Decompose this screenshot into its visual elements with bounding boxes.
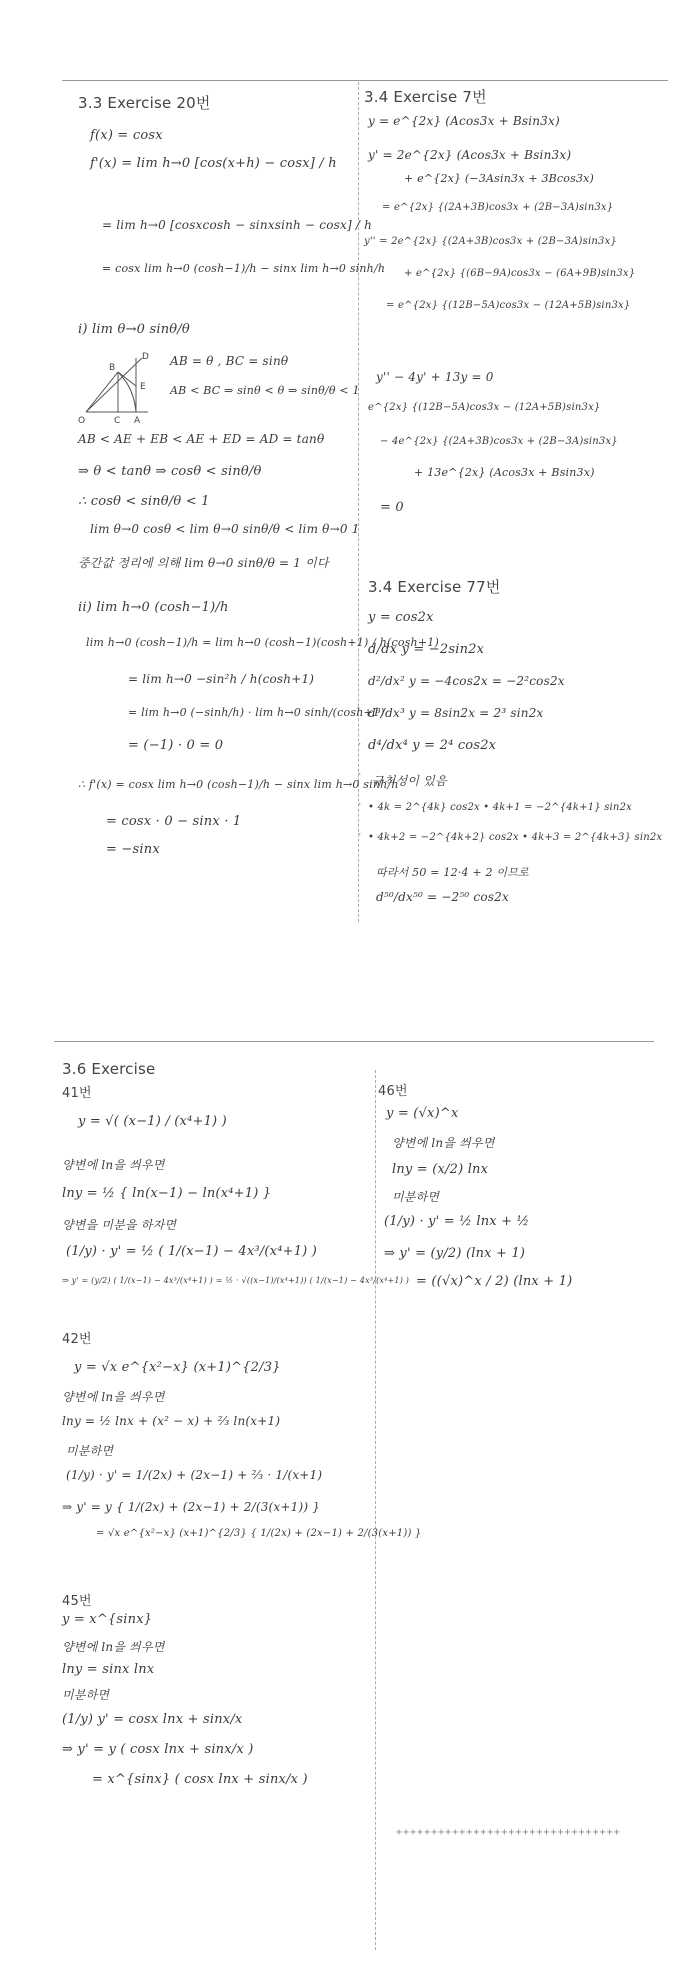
math-line: d/dx y = −2sin2x (368, 642, 485, 657)
math-line: = cosx lim h→0 (cosh−1)/h − sinx lim h→0 sinh/h (102, 262, 386, 275)
math-line: + 13e^{2x} (Acos3x + Bsin3x) (414, 466, 595, 479)
math-line: y = e^{2x} (Acos3x + Bsin3x) (368, 114, 560, 128)
math-line: = e^{2x} {(2A+3B)cos3x + (2B−3A)sin3x} (382, 202, 614, 213)
math-line: ⇒ y' = y ( cosx lnx + sinx/x ) (62, 1742, 254, 1757)
figure-label: D (142, 352, 149, 362)
math-line: 미분하면 (392, 1190, 440, 1204)
math-line: lim h→0 (cosh−1)/h = lim h→0 (cosh−1)(cosh+1) / h(cosh+1) (86, 636, 439, 649)
exercise-3-6-46 (378, 1080, 668, 1310)
math-line: ⇒ y' = (y/2) ( 1/(x−1) − 4x³/(x⁴+1) ) = ½ · √((x−1)/(x⁴+1)) ( 1/(x−1) − 4x³/(x⁴+1) ) (62, 1276, 410, 1285)
section-title: 3.4 Exercise 7번 (364, 88, 487, 106)
math-line: f'(x) = lim h→0 [cos(x+h) − cosx] / h (90, 156, 337, 171)
math-line: d³/dx³ y = 8sin2x = 2³ sin2x (368, 706, 544, 720)
math-line: y = cos2x (368, 610, 434, 625)
math-line: lny = ½ { ln(x−1) − ln(x⁴+1) } (62, 1186, 272, 1201)
math-line: d⁵⁰/dx⁵⁰ = −2⁵⁰ cos2x (376, 890, 509, 904)
top-rule (54, 1041, 654, 1042)
math-line: y' = 2e^{2x} (Acos3x + Bsin3x) (368, 148, 572, 162)
math-line: i) lim θ→0 sinθ/θ (78, 322, 190, 337)
problem-heading: 45번 (62, 1594, 92, 1609)
math-line: = lim h→0 −sin²h / h(cosh+1) (128, 672, 315, 686)
math-line: lny = (x/2) lnx (392, 1162, 489, 1177)
math-line: ⇒ y' = y { 1/(2x) + (2x−1) + 2/(3(x+1)) } (62, 1500, 321, 1514)
math-line: = ((√x)^x / 2) (lnx + 1) (416, 1274, 573, 1289)
math-line: lny = ½ lnx + (x² − x) + ⅔ ln(x+1) (62, 1414, 281, 1428)
exercise-3-4-7 (364, 86, 669, 515)
math-line: y = (√x)^x (386, 1106, 459, 1121)
math-line: f(x) = cosx (90, 128, 163, 143)
math-line: ∴ f'(x) = cosx lim h→0 (cosh−1)/h − sinx lim h→0 sinh/h (78, 778, 399, 791)
math-line: lim θ→0 cosθ < lim θ→0 sinθ/θ < lim θ→0 1 (90, 522, 360, 536)
math-line: = lim h→0 [cosxcosh − sinxsinh − cosx] / h (102, 218, 373, 232)
math-line: = e^{2x} {(12B−5A)cos3x − (12A+5B)sin3x} (386, 300, 631, 311)
figure-label: O (78, 416, 86, 425)
math-line: • 4k+2 = −2^{4k+2} cos2x • 4k+3 = 2^{4k+3} sin2x (368, 832, 663, 843)
math-line: (1/y) · y' = ½ ( 1/(x−1) − 4x³/(x⁴+1) ) (66, 1244, 318, 1259)
math-line: e^{2x} {(12B−5A)cos3x − (12A+5B)sin3x} (368, 402, 601, 413)
column-divider (375, 1070, 376, 1950)
math-line: = x^{sinx} ( cosx lnx + sinx/x ) (92, 1772, 308, 1787)
notes-page-2 (0, 1040, 700, 1970)
math-line: 규칙성이 있음 (372, 774, 447, 788)
math-line: d²/dx² y = −4cos2x = −2²cos2x (368, 674, 565, 688)
math-line: + e^{2x} (−3Asin3x + 3Bcos3x) (404, 172, 595, 185)
math-line: ⇒ θ < tanθ ⇒ cosθ < sinθ/θ (78, 464, 262, 479)
margin-mark: · (357, 800, 363, 810)
figure-label: C (114, 416, 121, 425)
problem-heading: 41번 (62, 1086, 92, 1101)
math-line: = lim h→0 (−sinh/h) · lim h→0 sinh/(cosh+1) (128, 706, 385, 719)
math-line: lny = sinx lnx (62, 1662, 155, 1677)
figure-label: A (134, 416, 141, 425)
math-line: y = x^{sinx} (62, 1612, 153, 1627)
problem-heading: 46번 (378, 1084, 408, 1099)
unit-circle-figure (78, 350, 158, 425)
math-line: + e^{2x} {(6B−9A)cos3x − (6A+9B)sin3x} (404, 268, 636, 279)
section-title: 3.3 Exercise 20번 (78, 94, 211, 112)
math-line: 중간값 정리에 의해 lim θ→0 sinθ/θ = 1 이다 (78, 556, 329, 570)
math-line: = √x e^{x²−x} (x+1)^{2/3} { 1/(2x) + (2x−1) + 2/(3(x+1)) } (96, 1528, 422, 1539)
math-line: (1/y) y' = cosx lnx + sinx/x (62, 1712, 243, 1727)
math-line: 양변에 ln을 씌우면 (62, 1390, 165, 1404)
math-line: − 4e^{2x} {(2A+3B)cos3x + (2B−3A)sin3x} (380, 436, 618, 447)
math-line: (1/y) · y' = 1/(2x) + (2x−1) + ⅔ · 1/(x+1) (66, 1468, 323, 1482)
figure-label: B (109, 363, 116, 373)
math-line: ii) lim h→0 (cosh−1)/h (78, 600, 229, 615)
math-line: 양변에 ln을 씌우면 (62, 1640, 165, 1654)
math-line: y'' = 2e^{2x} {(2A+3B)cos3x + (2B−3A)sin3x} (364, 236, 617, 247)
math-line: AB = θ , BC = sinθ (170, 354, 289, 368)
problem-heading: 42번 (62, 1332, 92, 1347)
math-line: 양변에 ln을 씌우면 (392, 1136, 495, 1150)
figure-label: E (140, 382, 146, 392)
margin-mark: · (357, 740, 363, 750)
math-line: ∴ cosθ < sinθ/θ < 1 (78, 494, 210, 509)
math-line: = −sinx (106, 842, 160, 857)
math-line: 미분하면 (66, 1444, 114, 1458)
math-line: AB < AE + EB < AE + ED = AD = tanθ (78, 432, 325, 446)
notes-page-1 (0, 0, 700, 960)
math-line: y'' − 4y' + 13y = 0 (376, 370, 494, 384)
math-line: 미분하면 (62, 1688, 110, 1702)
math-line: 양변에 ln을 씌우면 (62, 1158, 165, 1172)
math-line: 따라서 50 = 12·4 + 2 이므로 (376, 866, 529, 879)
exercise-3-4-77 (368, 576, 668, 916)
math-line: 양변을 미분을 하자면 (62, 1218, 177, 1232)
math-line: (1/y) · y' = ½ lnx + ½ (384, 1214, 530, 1229)
margin-mark: · (357, 830, 363, 840)
tick-marks-row: ++++++++++++++++++++++++++++++++ (396, 1827, 621, 1838)
math-line: y = √( (x−1) / (x⁴+1) ) (78, 1114, 227, 1129)
column-divider (358, 82, 359, 922)
math-line: = cosx · 0 − sinx · 1 (106, 814, 242, 829)
section-title: 3.4 Exercise 77번 (368, 578, 501, 596)
math-line: d⁴/dx⁴ y = 2⁴ cos2x (368, 738, 497, 753)
math-line: AB < BC ⇒ sinθ < θ ⇒ sinθ/θ < 1 (170, 384, 360, 397)
top-rule (62, 80, 668, 81)
margin-mark: · (357, 770, 363, 780)
math-line: ⇒ y' = (y/2) (lnx + 1) (384, 1246, 526, 1261)
section-title: 3.6 Exercise (62, 1060, 156, 1078)
math-line: y = √x e^{x²−x} (x+1)^{2/3} (74, 1360, 281, 1375)
math-line: = 0 (380, 500, 404, 515)
math-line: • 4k = 2^{4k} cos2x • 4k+1 = −2^{4k+1} sin2x (368, 802, 632, 813)
math-line: = (−1) · 0 = 0 (128, 738, 224, 753)
